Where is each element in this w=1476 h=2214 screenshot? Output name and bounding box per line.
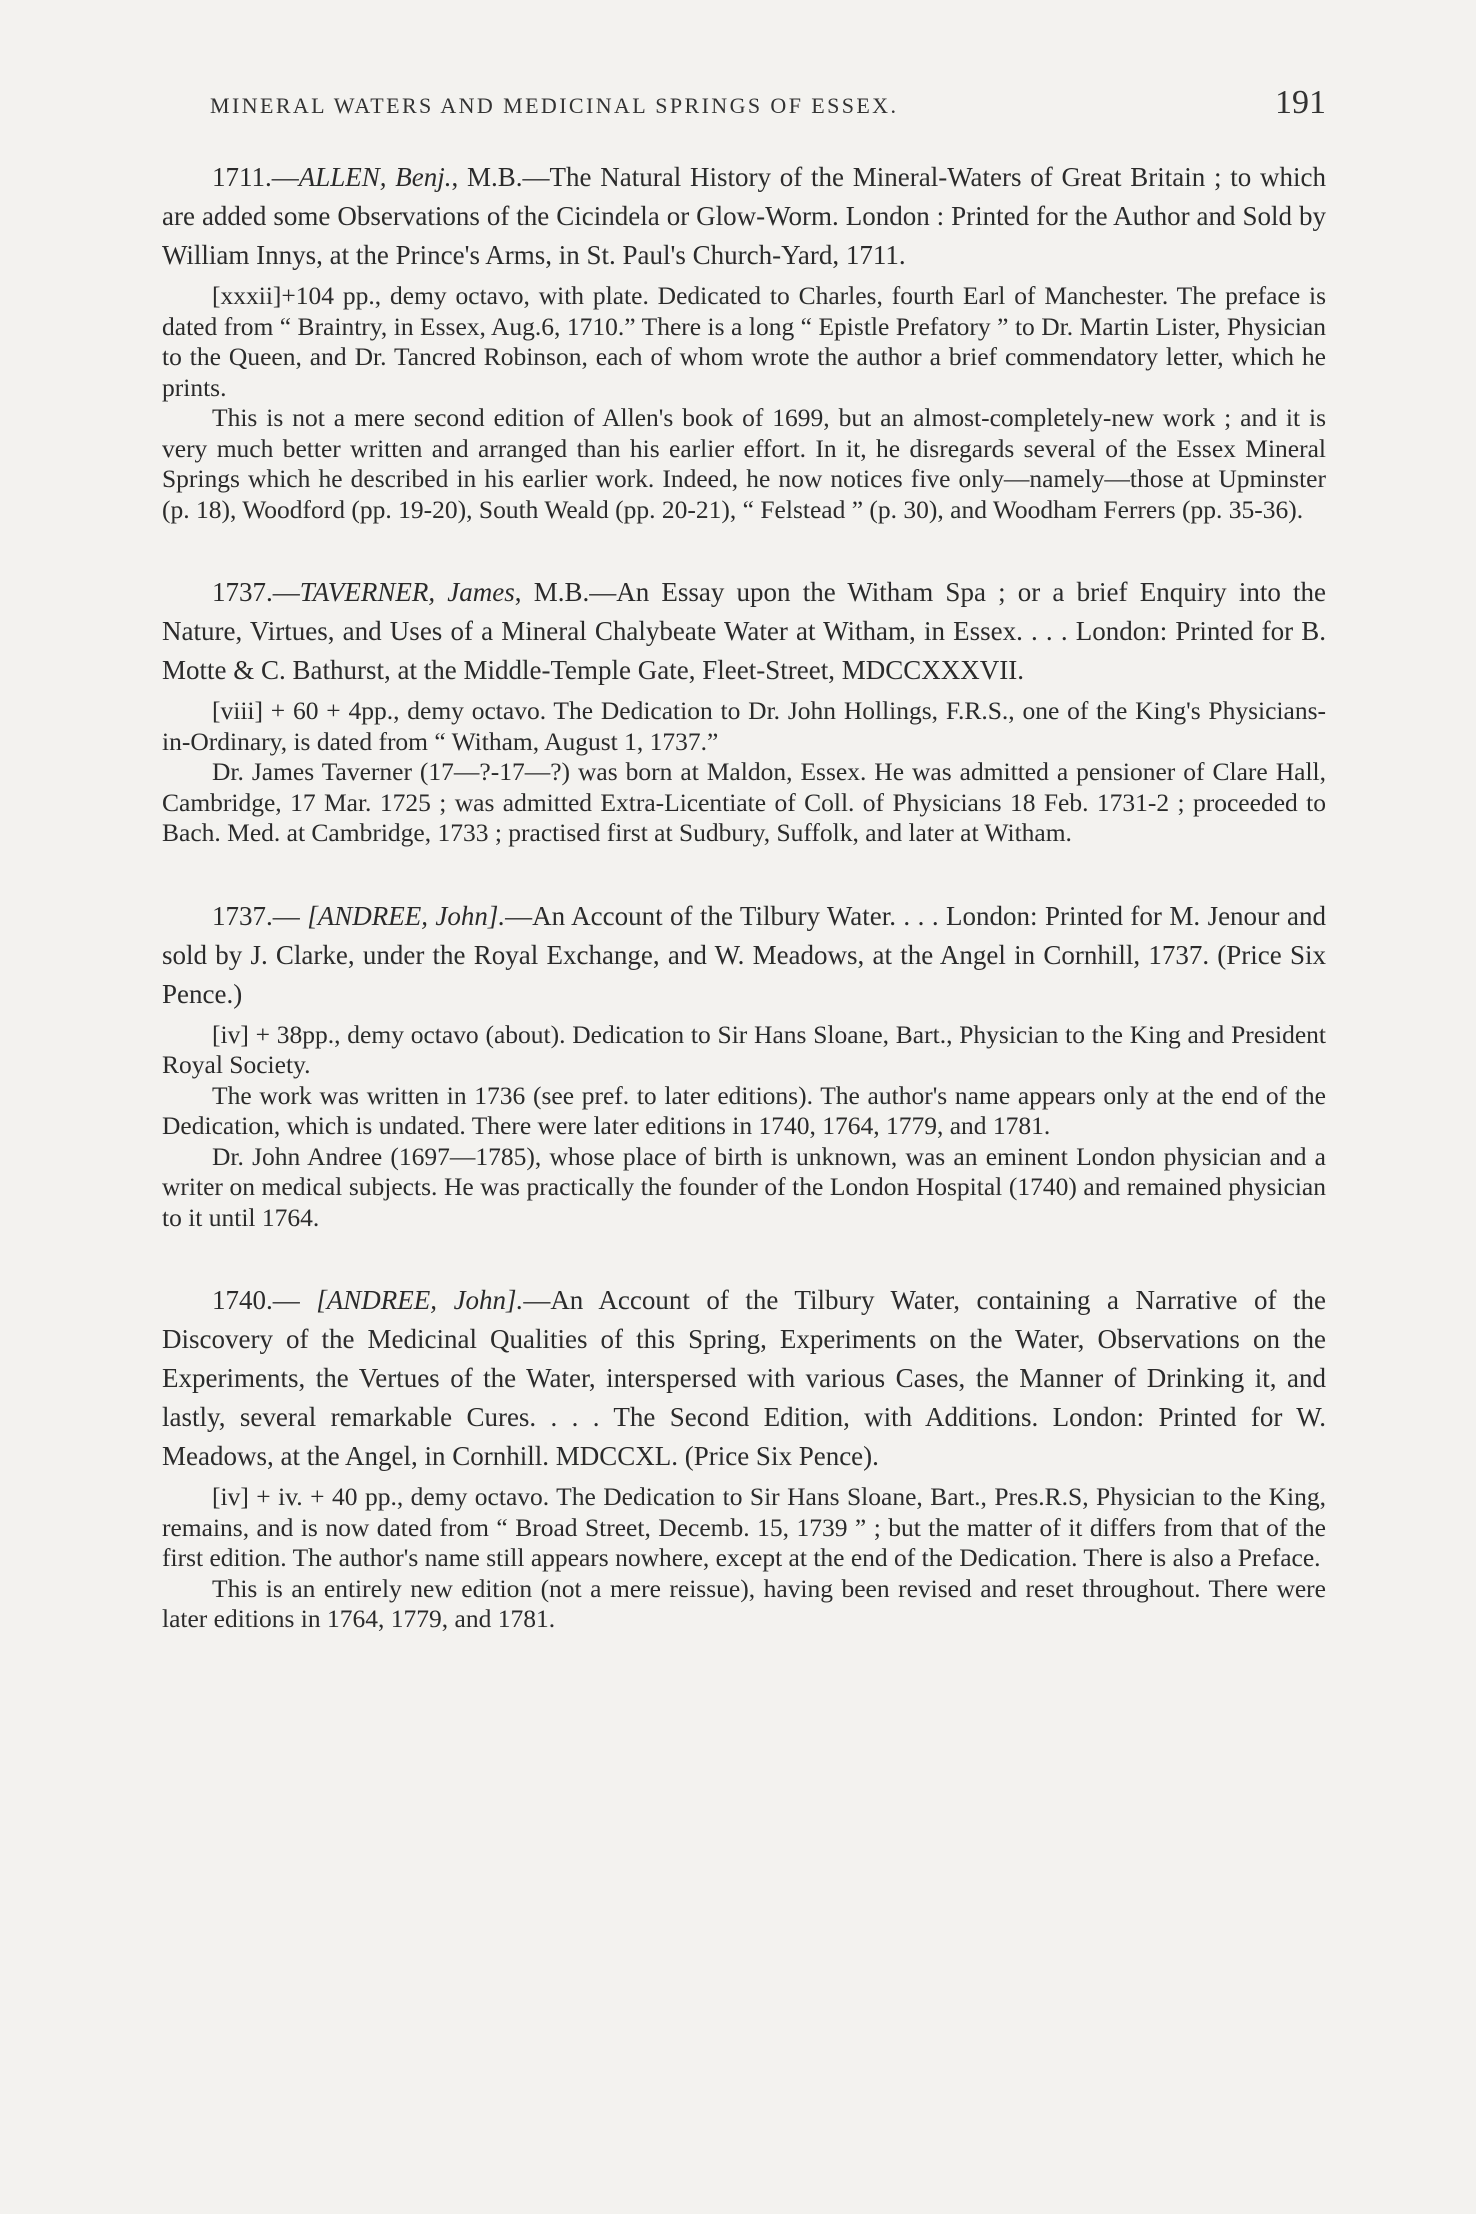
entry-title (162, 1281, 1326, 1476)
entry-title-text: , M.B.—The Natural History of the Mineral-Waters of Great Britain ; to which are added some Observations of the Cicindela or Glow-Worm. London : Printed for the Author and Sold by William Innys, at the Prince's Arms, in St. Paul's Church-Yard, 1711. (162, 162, 1326, 270)
entry-note: [viii] + 60 + 4pp., demy octavo. The Dedication to Dr. John Hollings, F.R.S., one of the King's Physicians-in-Ordinary, is dated from “ Witham, August 1, 1737.” (162, 696, 1326, 756)
page-header (210, 84, 1326, 122)
entry-note: [iv] + 38pp., demy octavo (about). Dedication to Sir Hans Sloane, Bart., Physician to the King and President Royal Society. (162, 1019, 1326, 1079)
entry-note: The work was written in 1736 (see pref. to later editions). The author's name appears only at the end of the Dedication, which is undated. There were later editions in 1740, 1764, 1779, and 1781. (162, 1080, 1326, 1140)
entry-author: [ANDREE, John]. (307, 900, 506, 931)
entry-title-text: , M.B.—An Essay upon the Witham Spa ; or a brief Enquiry into the Nature, Virtues, and Uses of a Mineral Chalybeate Water at Witham, in Essex. . . . London: Printed for B. Motte & C. Bathurst, at the Middle-Temple Gate, Fleet-Street, MDCCXXXVII. (162, 577, 1327, 685)
entry-note: Dr. John Andree (1697—1785), whose place of birth is unknown, was an eminent London physician and a writer on medical subjects. He was practically the founder of the London Hospital (1740) and remained physician to it until 1764. (162, 1141, 1326, 1232)
entry-year: 1740.— (212, 1285, 317, 1315)
entry-note: This is not a mere second edition of Allen's book of 1699, but an almost-completely-new work ; and it is very much better written and arranged than his earlier effort. In it, he disregards several of the Essex Mineral Springs which he described in his earlier work. Indeed, he now notices five only—namely—those at Upminster (p. 18), Woodford (pp. 19-20), South Weald (pp. 20-21), “ Felstead ” (p. 30), and Woodham Ferrers (pp. 35-36). (162, 403, 1326, 524)
entry-note: [iv] + iv. + 40 pp., demy octavo. The Dedication to Sir Hans Sloane, Bart., Pres.R.S, Physician to the King, remains, and is now dated from “ Broad Street, Decemb. 15, 1739 ” ; but the matter of it differs from that of the first edition. The author's name still appears nowhere, except at the end of the Dedication. There is also a Preface. (162, 1482, 1326, 1572)
entry-title (162, 158, 1326, 275)
bibliography-entry-allen-1711 (162, 158, 1326, 525)
entry-note: Dr. James Taverner (17—?-17—?) was born at Maldon, Essex. He was admitted a pensioner of Clare Hall, Cambridge, 17 Mar. 1725 ; was admitted Extra-Licentiate of Coll. of Physicians 18 Feb. 1731-2 ; proceeded to Bach. Med. at Cambridge, 1733 ; practised first at Sudbury, Suffolk, and later at Witham. (162, 757, 1326, 847)
entry-title-text: —An Account of the Tilbury Water. . . . London: Printed for M. Jenour and sold by J. Clarke, under the Royal Exchange, and W. Meadows, at the Angel in Cornhill, 1737. (Price Six Pence.) (162, 900, 1326, 1009)
entry-year: 1737.— (212, 900, 308, 931)
entry-author: ALLEN, Benj. (298, 162, 452, 192)
bibliography-entry-andree-1737 (162, 897, 1326, 1234)
entry-title (162, 897, 1326, 1014)
entry-year: 1711.— (212, 162, 299, 192)
bibliography-entry-taverner-1737 (162, 573, 1326, 849)
page-number: 191 (1275, 84, 1326, 121)
entry-author: TAVERNER, James (299, 577, 515, 607)
entry-note: This is an entirely new edition (not a mere reissue), having been revised and reset throughout. There were later editions in 1764, 1779, and 1781. (162, 1573, 1326, 1633)
running-head: MINERAL WATERS AND MEDICINAL SPRINGS OF ESSEX. (210, 93, 899, 118)
entry-note: [xxxii]+104 pp., demy octavo, with plate. Dedicated to Charles, fourth Earl of Manchester. The preface is dated from “ Braintry, in Essex, Aug.6, 1710.” There is a long “ Epistle Prefatory ” to Dr. Martin Lister, Physician to the Queen, and Dr. Tancred Robinson, each of whom wrote the author a brief commendatory letter, which he prints. (162, 281, 1326, 402)
entry-title-text: —An Account of the Tilbury Water, containing a Narrative of the Discovery of the Medicinal Qualities of this Spring, Experiments on the Water, Observations on the Experiments, the Vertues of the Water, interspersed with various Cases, the Manner of Drinking it, and lastly, several remarkable Cures. . . . The Second Edition, with Additions. London: Printed for W. Meadows, at the Angel, in Cornhill. MDCCXL. (Price Six Pence). (162, 1285, 1326, 1471)
entry-year: 1737.— (212, 577, 300, 607)
page-body (162, 158, 1326, 1635)
entry-author: [ANDREE, John]. (316, 1285, 524, 1315)
entry-title (162, 573, 1326, 690)
bibliography-entry-andree-1740 (162, 1281, 1326, 1635)
